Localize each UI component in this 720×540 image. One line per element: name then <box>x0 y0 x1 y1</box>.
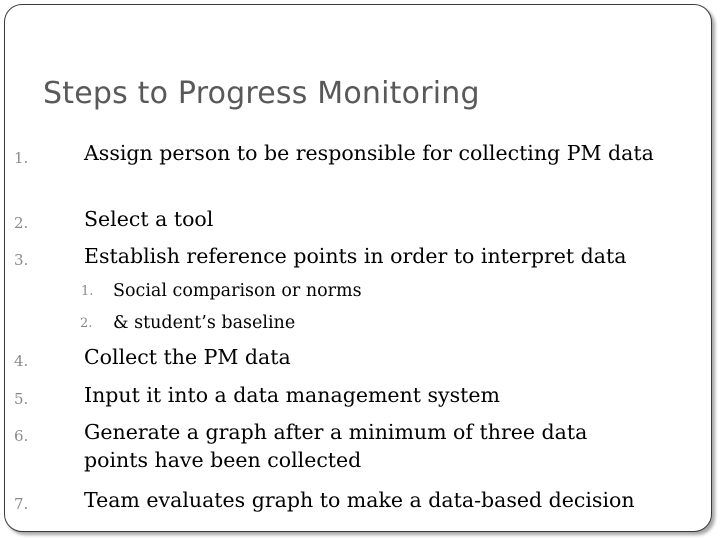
step-number: 4. <box>14 352 29 370</box>
step-text: Collect the PM data <box>84 345 291 369</box>
substep-text: & student’s baseline <box>113 313 296 333</box>
substep-number: 1. <box>81 284 94 299</box>
step-text: Assign person to be responsible for collecting PM data <box>84 141 654 165</box>
slide-title: Steps to Progress Monitoring <box>43 76 480 111</box>
substep-text: Social comparison or norms <box>113 281 362 301</box>
step-text: Generate a graph after a minimum of three data points have been collected <box>84 420 588 472</box>
step-number: 7. <box>14 495 29 513</box>
step-text: Establish reference points in order to interpret data <box>84 244 627 268</box>
step-number: 1. <box>14 149 29 167</box>
step-text: Team evaluates graph to make a data-based decision <box>84 488 635 512</box>
step-text: Select a tool <box>84 207 214 231</box>
step-number: 3. <box>14 251 29 269</box>
step-number: 2. <box>14 214 29 232</box>
substep-number: 2. <box>80 316 93 331</box>
step-number: 5. <box>14 390 29 408</box>
step-text: Input it into a data management system <box>84 383 500 407</box>
step-number: 6. <box>14 427 29 445</box>
